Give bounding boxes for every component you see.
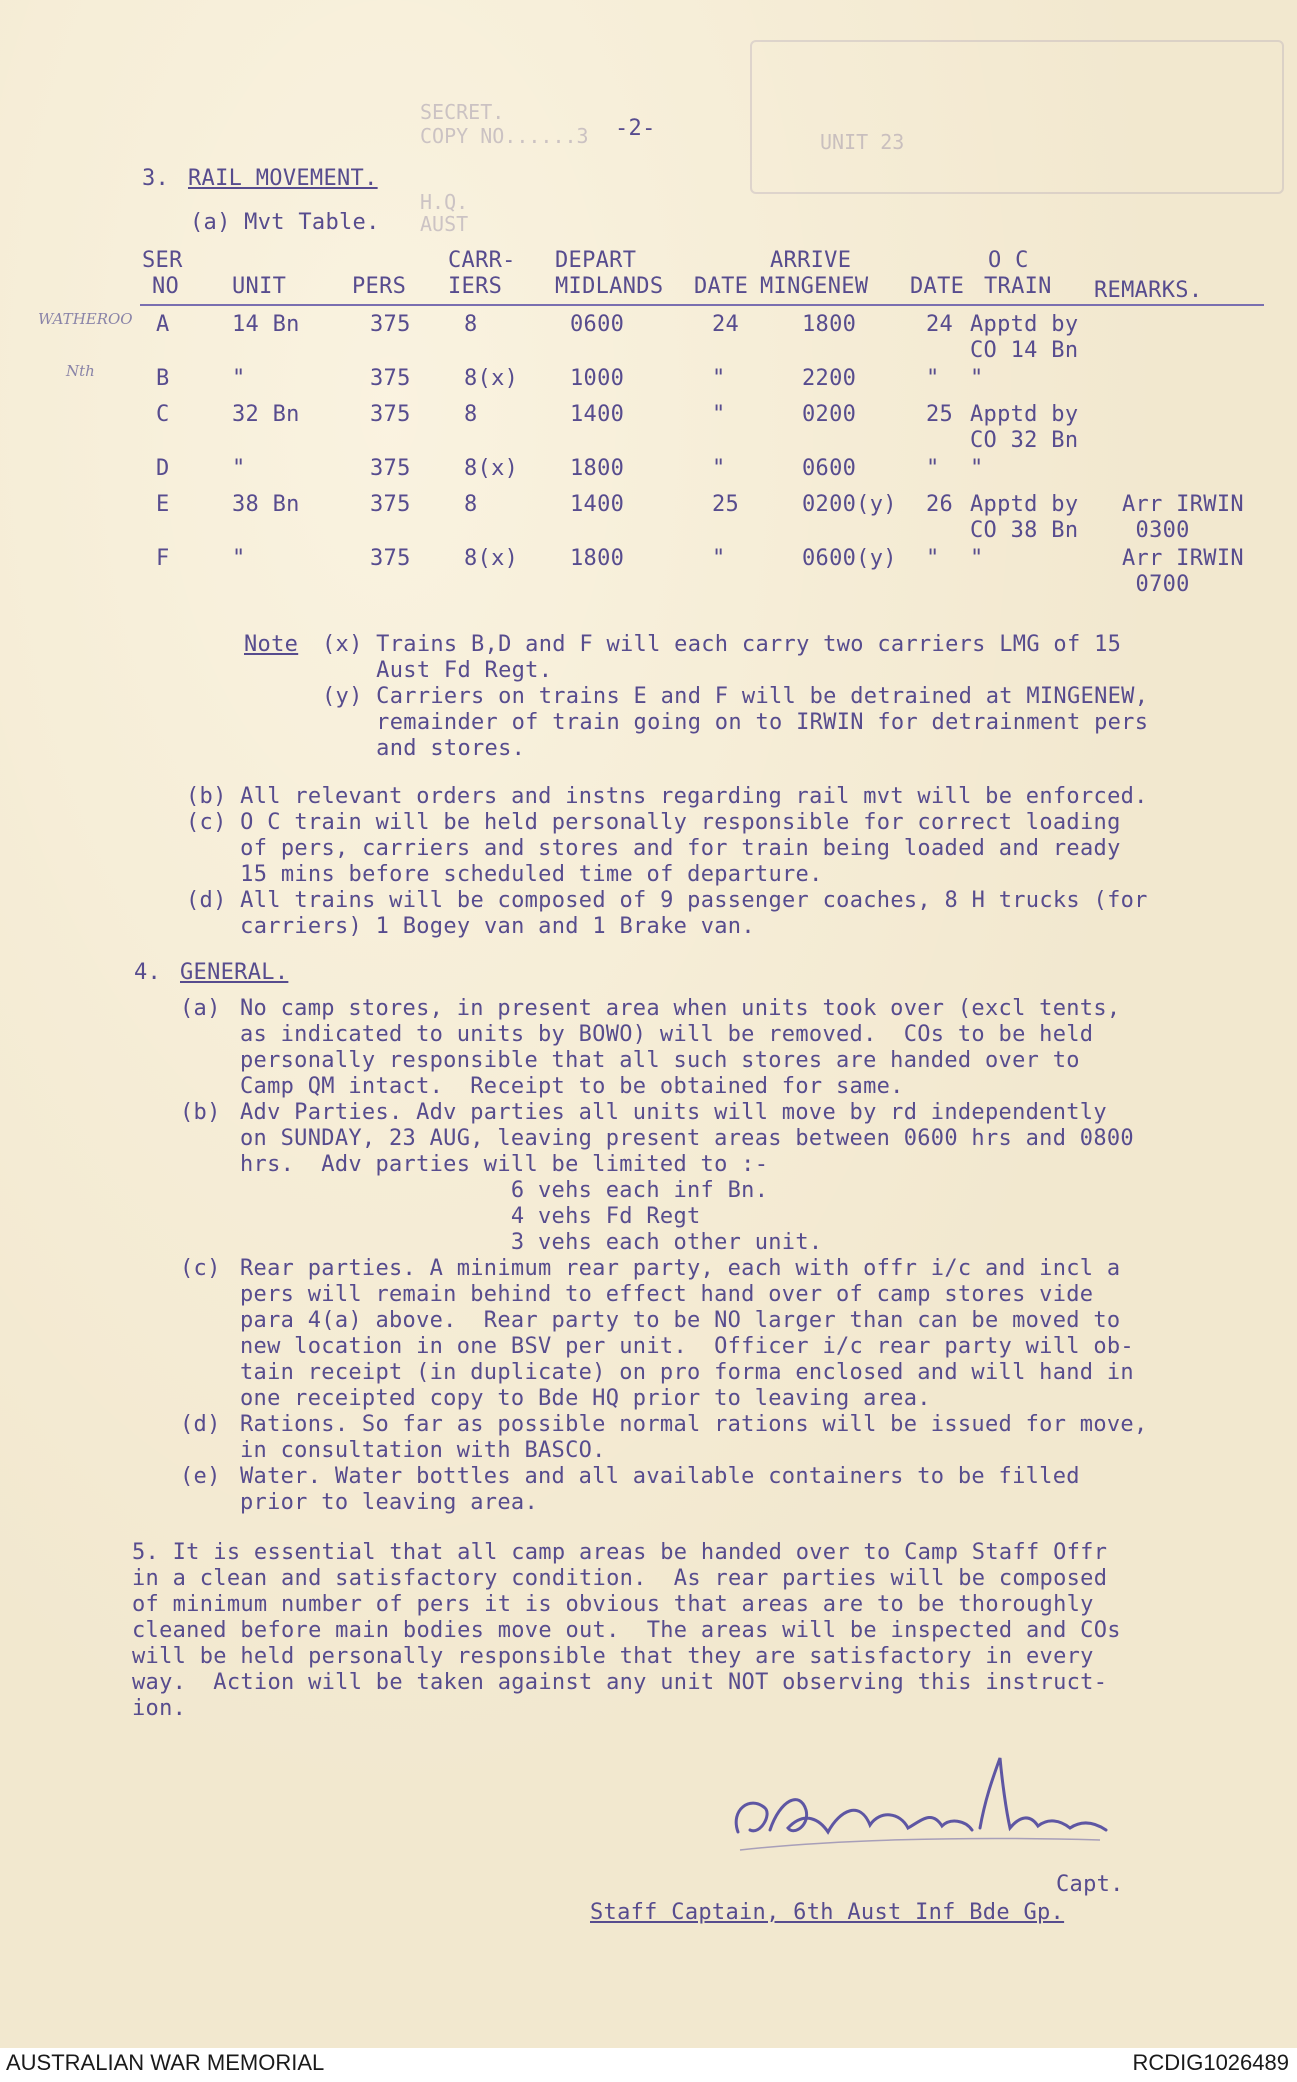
cell-carr: 8 <box>464 402 478 427</box>
th-ser-bot: NO <box>152 274 180 299</box>
cell-unit: " <box>232 546 246 571</box>
cell-unit: 32 Bn <box>232 402 300 427</box>
cell-pers: 375 <box>370 312 411 337</box>
cell-arrive: 1800 <box>802 312 857 337</box>
para-5-line: will be held personally responsible that they are satisfactory in every <box>132 1644 1094 1669</box>
para-4b-line: 3 vehs each other unit. <box>240 1230 823 1255</box>
para-5-line: in a clean and satisfactory condition. As rear parties will be composed <box>132 1566 1108 1591</box>
para-4a-line: personally responsible that all such stores are handed over to <box>240 1048 1080 1073</box>
section4-num: 4. <box>134 960 162 985</box>
cell-remarks: Arr IRWIN 0300 <box>1122 492 1244 543</box>
para-4d-line: in consultation with BASCO. <box>240 1438 606 1463</box>
cell-depart: 1800 <box>570 546 625 571</box>
th-date1: DATE <box>694 274 749 299</box>
cell-date2: " <box>926 456 940 481</box>
cell-arrive: 0600(y) <box>802 546 897 571</box>
cell-carr: 8(x) <box>464 546 519 571</box>
para-3d: (d) All trains will be composed of 9 passenger coaches, 8 H trucks (for carriers) 1 Bogey van and 1 Brake van. <box>186 888 1148 939</box>
cell-ser: E <box>156 492 170 517</box>
para-5-line: 5. It is essential that all camp areas be handed over to Camp Staff Offr <box>132 1540 1108 1565</box>
cell-date1: " <box>712 402 726 427</box>
cell-unit: " <box>232 456 246 481</box>
cell-pers: 375 <box>370 402 411 427</box>
ghost-text-3: H.Q. <box>420 190 469 214</box>
table-header-rule <box>140 304 1264 306</box>
cell-pers: 375 <box>370 492 411 517</box>
cell-oc: " <box>970 366 984 391</box>
th-arrive-top: ARRIVE <box>770 248 852 273</box>
para-4e-line: prior to leaving area. <box>240 1490 538 1515</box>
cell-carr: 8 <box>464 492 478 517</box>
cell-ser: A <box>156 312 170 337</box>
para-5-line: of minimum number of pers it is obvious that areas are to be thoroughly <box>132 1592 1094 1617</box>
th-remarks: REMARKS. <box>1094 278 1203 303</box>
para-4c-line: Rear parties. A minimum rear party, each with offr i/c and incl a <box>240 1256 1121 1281</box>
para-4b-line: Adv Parties. Adv parties all units will move by rd independently <box>240 1100 1107 1125</box>
cell-date1: 24 <box>712 312 740 337</box>
para-4d-label: (d) <box>180 1412 221 1437</box>
faded-stamp <box>750 40 1284 194</box>
cell-oc: Apptd by CO 38 Bn <box>970 492 1079 543</box>
cell-arrive: 0200 <box>802 402 857 427</box>
para-4b-line: hrs. Adv parties will be limited to :- <box>240 1152 769 1177</box>
para-4c-line: new location in one BSV per unit. Officer i/c rear party will ob- <box>240 1334 1134 1359</box>
cell-oc: " <box>970 546 984 571</box>
hand-note-watheroo: WATHEROO <box>38 310 133 328</box>
cell-ser: B <box>156 366 170 391</box>
para-5-line: cleaned before main bodies move out. The areas will be inspected and COs <box>132 1618 1121 1643</box>
para-4b-line: 6 vehs each inf Bn. <box>240 1178 769 1203</box>
cell-arrive: 2200 <box>802 366 857 391</box>
cell-depart: 1400 <box>570 402 625 427</box>
para-4d-line: Rations. So far as possible normal rations will be issued for move, <box>240 1412 1148 1437</box>
th-date2: DATE <box>910 274 965 299</box>
th-oc-bot: TRAIN <box>984 274 1052 299</box>
footer-id: RCDIG1026489 <box>1132 2050 1289 2075</box>
cell-ser: D <box>156 456 170 481</box>
para-4a-line: No camp stores, in present area when units took over (excl tents, <box>240 996 1121 1021</box>
cell-oc: " <box>970 456 984 481</box>
para-4c-line: tain receipt (in duplicate) on pro forma enclosed and will hand in <box>240 1360 1134 1385</box>
section3-heading: RAIL MOVEMENT. <box>188 166 378 191</box>
signature-scrawl <box>710 1740 1130 1880</box>
hand-note-nth: Nth <box>66 362 95 380</box>
para-4c-line: para 4(a) above. Rear party to be NO larger than can be moved to <box>240 1308 1121 1333</box>
cell-date2: " <box>926 366 940 391</box>
mvt-table-label: (a) Mvt Table. <box>190 210 380 235</box>
para-4a-label: (a) <box>180 996 221 1021</box>
note-y: (y) Carriers on trains E and F will be detrained at MINGENEW, remainder of train going on to IRWIN for detrainment pers and stores. <box>322 684 1149 761</box>
cell-carr: 8(x) <box>464 366 519 391</box>
ghost-text-2: COPY NO......3 <box>420 124 589 148</box>
footer-archive: AUSTRALIAN WAR MEMORIAL <box>6 2050 325 2075</box>
cell-arrive: 0600 <box>802 456 857 481</box>
cell-unit: " <box>232 366 246 391</box>
para-4a-line: Camp QM intact. Receipt to be obtained for same. <box>240 1074 904 1099</box>
cell-date1: " <box>712 456 726 481</box>
cell-arrive: 0200(y) <box>802 492 897 517</box>
para-4b-line: on SUNDAY, 23 AUG, leaving present areas between 0600 hrs and 0800 <box>240 1126 1134 1151</box>
cell-depart: 0600 <box>570 312 625 337</box>
cell-date1: " <box>712 366 726 391</box>
para-4c-line: one receipted copy to Bde HQ prior to leaving area. <box>240 1386 931 1411</box>
signature-title: Staff Captain, 6th Aust Inf Bde Gp. <box>590 1900 1065 1925</box>
cell-depart: 1400 <box>570 492 625 517</box>
cell-ser: F <box>156 546 170 571</box>
th-pers: PERS <box>352 274 407 299</box>
cell-oc: Apptd by CO 32 Bn <box>970 402 1079 453</box>
ghost-text-4: AUST <box>420 212 469 236</box>
cell-depart: 1000 <box>570 366 625 391</box>
th-ser-top: SER <box>142 248 183 273</box>
th-arrive-bot: MINGENEW <box>760 274 869 299</box>
page-number: -2- <box>615 116 656 141</box>
th-depart-bot: MIDLANDS <box>555 274 664 299</box>
cell-date2: 24 <box>926 312 954 337</box>
cell-pers: 375 <box>370 546 411 571</box>
cell-carr: 8 <box>464 312 478 337</box>
cell-oc: Apptd by CO 14 Bn <box>970 312 1079 363</box>
cell-unit: 14 Bn <box>232 312 300 337</box>
para-4e-label: (e) <box>180 1464 221 1489</box>
para-4c-label: (c) <box>180 1256 221 1281</box>
cell-pers: 375 <box>370 456 411 481</box>
cell-remarks: Arr IRWIN 0700 <box>1122 546 1244 597</box>
para-4b-line: 4 vehs Fd Regt <box>240 1204 701 1229</box>
th-oc-top: O C <box>988 248 1029 273</box>
cell-pers: 375 <box>370 366 411 391</box>
para-4e-line: Water. Water bottles and all available containers to be filled <box>240 1464 1080 1489</box>
para-3c: (c) O C train will be held personally responsible for correct loading of pers, carriers and stores and for train being loaded and ready 15 mins before scheduled time of departure. <box>186 810 1121 887</box>
para-4b-label: (b) <box>180 1100 221 1125</box>
cell-date2: 25 <box>926 402 954 427</box>
th-carr-bot: IERS <box>448 274 503 299</box>
note-label: Note <box>244 632 299 657</box>
para-4a-line: as indicated to units by BOWO) will be removed. COs to be held <box>240 1022 1094 1047</box>
cell-date2: " <box>926 546 940 571</box>
note-x: (x) Trains B,D and F will each carry two carriers LMG of 15 Aust Fd Regt. <box>322 632 1122 683</box>
th-unit: UNIT <box>232 274 287 299</box>
para-4c-line: pers will remain behind to effect hand over of camp stores vide <box>240 1282 1094 1307</box>
ghost-text-1: SECRET. <box>420 100 505 124</box>
signature-rank: Capt. <box>1056 1872 1124 1897</box>
section4-heading: GENERAL. <box>180 960 289 985</box>
para-5-line: way. Action will be taken against any unit NOT observing this instruct- <box>132 1670 1108 1695</box>
th-depart-top: DEPART <box>555 248 637 273</box>
para-5-line: ion. <box>132 1696 187 1721</box>
cell-depart: 1800 <box>570 456 625 481</box>
cell-carr: 8(x) <box>464 456 519 481</box>
cell-unit: 38 Bn <box>232 492 300 517</box>
ghost-text-5: UNIT 23 <box>820 130 905 154</box>
th-carr-top: CARR- <box>448 248 516 273</box>
cell-date1: " <box>712 546 726 571</box>
cell-date1: 25 <box>712 492 740 517</box>
section3-num: 3. <box>142 166 170 191</box>
para-3b: (b) All relevant orders and instns regarding rail mvt will be enforced. <box>186 784 1148 809</box>
cell-ser: C <box>156 402 170 427</box>
cell-date2: 26 <box>926 492 954 517</box>
